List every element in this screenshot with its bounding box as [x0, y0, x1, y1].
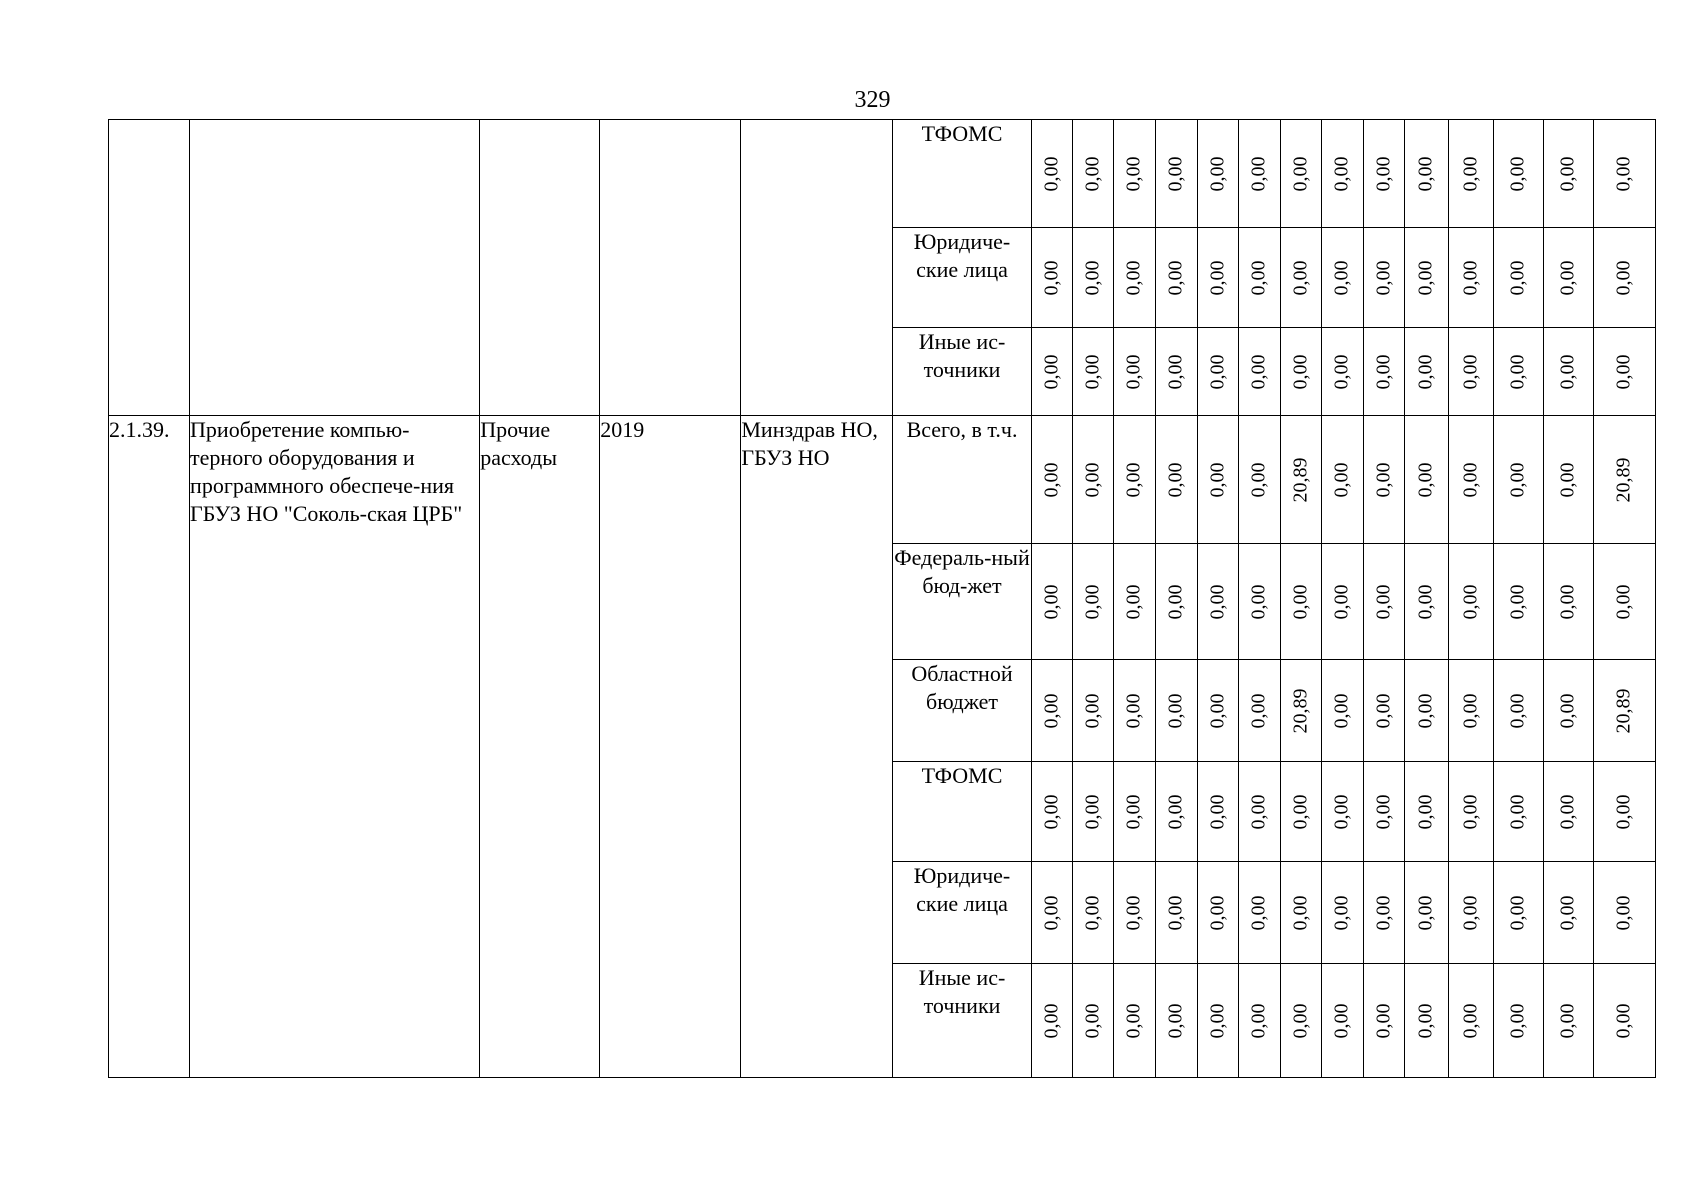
value-text: 0,00 — [1206, 260, 1229, 295]
value-cell — [1448, 416, 1493, 544]
value-cell — [1363, 416, 1404, 544]
value-text: 0,00 — [1330, 1003, 1353, 1038]
value-text: 0,00 — [1556, 1003, 1579, 1038]
value-cell — [1238, 964, 1280, 1078]
value-text: 0,00 — [1330, 794, 1353, 829]
value-cell — [1363, 660, 1404, 762]
value-text: 0,00 — [1289, 1003, 1312, 1038]
value-text: 0,00 — [1164, 354, 1187, 389]
value-cell — [1321, 228, 1363, 328]
value-text: 0,00 — [1206, 462, 1229, 497]
value-text: 0,00 — [1459, 462, 1482, 497]
value-cell — [1031, 544, 1072, 660]
value-cell — [1072, 862, 1113, 964]
value-cell — [1543, 964, 1593, 1078]
value-cell — [1543, 660, 1593, 762]
value-text: 0,00 — [1459, 584, 1482, 619]
value-text: 0,00 — [1414, 1003, 1437, 1038]
value-cell — [1155, 964, 1197, 1078]
value-text: 0,00 — [1081, 156, 1104, 191]
value-text: 0,00 — [1506, 794, 1529, 829]
value-cell — [1113, 762, 1155, 862]
value-cell — [1280, 328, 1321, 416]
value-text: 0,00 — [1040, 462, 1063, 497]
value-text: 0,00 — [1206, 584, 1229, 619]
value-cell — [1593, 416, 1655, 544]
value-text: 0,00 — [1040, 584, 1063, 619]
value-cell — [1155, 328, 1197, 416]
value-cell — [1363, 862, 1404, 964]
value-text: 0,00 — [1459, 693, 1482, 728]
value-text: 20,89 — [1612, 688, 1635, 733]
value-text: 0,00 — [1506, 462, 1529, 497]
value-text: 0,00 — [1330, 260, 1353, 295]
value-cell — [1493, 416, 1543, 544]
value-text: 0,00 — [1414, 794, 1437, 829]
value-cell — [1031, 660, 1072, 762]
item-number: 2.1.39. — [109, 416, 190, 1078]
value-cell — [1072, 416, 1113, 544]
value-cell — [1593, 328, 1655, 416]
value-text: 0,00 — [1506, 354, 1529, 389]
value-cell — [1404, 120, 1448, 228]
value-text: 0,00 — [1122, 1003, 1145, 1038]
expense-type-empty — [480, 120, 600, 416]
value-cell — [1113, 660, 1155, 762]
value-text: 0,00 — [1414, 260, 1437, 295]
value-text: 0,00 — [1247, 693, 1270, 728]
value-cell — [1238, 416, 1280, 544]
value-text: 0,00 — [1164, 794, 1187, 829]
value-text: 0,00 — [1164, 584, 1187, 619]
value-cell — [1493, 964, 1543, 1078]
value-cell — [1197, 762, 1238, 862]
value-cell — [1072, 544, 1113, 660]
value-text: 0,00 — [1372, 1003, 1395, 1038]
value-cell — [1113, 544, 1155, 660]
value-text: 0,00 — [1289, 260, 1312, 295]
value-cell — [1543, 228, 1593, 328]
value-text: 0,00 — [1506, 1003, 1529, 1038]
value-text: 0,00 — [1164, 1003, 1187, 1038]
value-text: 0,00 — [1247, 462, 1270, 497]
value-text: 0,00 — [1206, 1003, 1229, 1038]
value-cell — [1238, 862, 1280, 964]
value-text: 0,00 — [1506, 156, 1529, 191]
value-text: 0,00 — [1206, 895, 1229, 930]
value-cell — [1404, 328, 1448, 416]
value-cell — [1404, 862, 1448, 964]
value-cell — [1321, 964, 1363, 1078]
value-text: 0,00 — [1289, 156, 1312, 191]
value-text: 0,00 — [1372, 260, 1395, 295]
value-text: 0,00 — [1556, 260, 1579, 295]
value-cell — [1197, 964, 1238, 1078]
value-cell — [1280, 862, 1321, 964]
value-cell — [1493, 544, 1543, 660]
value-text: 0,00 — [1206, 354, 1229, 389]
value-cell — [1155, 228, 1197, 328]
value-cell — [1593, 544, 1655, 660]
value-text: 0,00 — [1612, 584, 1635, 619]
funding-source: Всего, в т.ч. — [893, 416, 1031, 544]
value-text: 20,89 — [1289, 457, 1312, 502]
item-year: 2019 — [600, 416, 741, 1078]
value-text: 20,89 — [1289, 688, 1312, 733]
value-cell — [1113, 964, 1155, 1078]
value-cell — [1238, 660, 1280, 762]
value-cell — [1197, 862, 1238, 964]
value-cell — [1072, 964, 1113, 1078]
value-text: 0,00 — [1330, 693, 1353, 728]
value-cell — [1493, 228, 1543, 328]
value-text: 0,00 — [1122, 156, 1145, 191]
value-text: 0,00 — [1122, 354, 1145, 389]
value-text: 0,00 — [1556, 462, 1579, 497]
funding-source: Юридиче-ские лица — [893, 862, 1031, 964]
value-text: 0,00 — [1459, 895, 1482, 930]
value-cell — [1404, 964, 1448, 1078]
value-text: 0,00 — [1612, 260, 1635, 295]
value-text: 0,00 — [1556, 895, 1579, 930]
value-text: 0,00 — [1506, 260, 1529, 295]
value-text: 0,00 — [1206, 693, 1229, 728]
funding-source: Иные ис-точники — [893, 328, 1031, 416]
value-cell — [1031, 762, 1072, 862]
value-cell — [1493, 120, 1543, 228]
funding-source: ТФОМС — [893, 762, 1031, 862]
value-text: 0,00 — [1164, 895, 1187, 930]
value-text: 0,00 — [1122, 693, 1145, 728]
value-text: 0,00 — [1459, 354, 1482, 389]
value-cell — [1280, 228, 1321, 328]
value-text: 0,00 — [1289, 794, 1312, 829]
value-cell — [1593, 660, 1655, 762]
funding-source: Федераль-ный бюд-жет — [893, 544, 1031, 660]
value-text: 0,00 — [1506, 584, 1529, 619]
value-text: 0,00 — [1372, 693, 1395, 728]
value-cell — [1363, 964, 1404, 1078]
value-text: 0,00 — [1081, 1003, 1104, 1038]
value-text: 0,00 — [1612, 794, 1635, 829]
value-cell — [1155, 660, 1197, 762]
value-text: 0,00 — [1556, 794, 1579, 829]
value-cell — [1238, 120, 1280, 228]
value-cell — [1543, 328, 1593, 416]
table-row — [109, 120, 1656, 228]
value-cell — [1543, 544, 1593, 660]
value-text: 0,00 — [1414, 584, 1437, 619]
value-text: 0,00 — [1122, 260, 1145, 295]
value-text: 0,00 — [1164, 156, 1187, 191]
executor: Минздрав НО, ГБУЗ НО — [741, 416, 893, 1078]
value-cell — [1155, 762, 1197, 862]
value-text: 0,00 — [1247, 794, 1270, 829]
item-number-empty — [109, 120, 190, 416]
value-cell — [1280, 660, 1321, 762]
value-cell — [1321, 660, 1363, 762]
item-name: Приобретение компью-терного оборудования и программного обеспече-ния ГБУЗ НО "Соколь-ская ЦРБ" — [190, 416, 480, 1078]
value-cell — [1363, 120, 1404, 228]
value-cell — [1493, 862, 1543, 964]
value-text: 0,00 — [1040, 693, 1063, 728]
value-cell — [1155, 120, 1197, 228]
value-text: 0,00 — [1247, 354, 1270, 389]
value-cell — [1404, 416, 1448, 544]
value-text: 0,00 — [1164, 260, 1187, 295]
value-cell — [1448, 964, 1493, 1078]
value-cell — [1543, 762, 1593, 862]
value-text: 0,00 — [1164, 693, 1187, 728]
value-text: 0,00 — [1081, 584, 1104, 619]
value-text: 0,00 — [1040, 156, 1063, 191]
value-cell — [1321, 762, 1363, 862]
value-text: 0,00 — [1122, 794, 1145, 829]
funding-source: Областной бюджет — [893, 660, 1031, 762]
value-cell — [1155, 416, 1197, 544]
value-text: 0,00 — [1247, 1003, 1270, 1038]
value-text: 0,00 — [1081, 895, 1104, 930]
value-cell — [1321, 120, 1363, 228]
value-text: 0,00 — [1506, 693, 1529, 728]
value-cell — [1031, 120, 1072, 228]
value-text: 0,00 — [1556, 354, 1579, 389]
value-text: 0,00 — [1506, 895, 1529, 930]
value-text: 0,00 — [1612, 1003, 1635, 1038]
value-text: 0,00 — [1330, 156, 1353, 191]
value-text: 0,00 — [1372, 895, 1395, 930]
value-text: 0,00 — [1459, 794, 1482, 829]
value-cell — [1197, 544, 1238, 660]
item-name-empty — [190, 120, 480, 416]
value-cell — [1031, 416, 1072, 544]
value-cell — [1031, 964, 1072, 1078]
value-cell — [1321, 328, 1363, 416]
value-cell — [1197, 416, 1238, 544]
value-cell — [1113, 328, 1155, 416]
value-cell — [1280, 416, 1321, 544]
value-text: 0,00 — [1612, 156, 1635, 191]
value-cell — [1448, 544, 1493, 660]
value-cell — [1113, 228, 1155, 328]
value-text: 0,00 — [1414, 462, 1437, 497]
value-cell — [1448, 228, 1493, 328]
value-text: 0,00 — [1612, 895, 1635, 930]
value-text: 0,00 — [1122, 584, 1145, 619]
value-text: 0,00 — [1040, 895, 1063, 930]
value-text: 0,00 — [1040, 260, 1063, 295]
value-text: 0,00 — [1081, 462, 1104, 497]
table-row — [109, 416, 1656, 544]
value-cell — [1072, 120, 1113, 228]
value-text: 0,00 — [1081, 354, 1104, 389]
value-text: 0,00 — [1556, 156, 1579, 191]
value-cell — [1448, 328, 1493, 416]
value-text: 0,00 — [1289, 354, 1312, 389]
value-cell — [1238, 328, 1280, 416]
value-cell — [1593, 862, 1655, 964]
value-cell — [1113, 862, 1155, 964]
value-cell — [1321, 862, 1363, 964]
value-text: 0,00 — [1459, 156, 1482, 191]
value-text: 0,00 — [1372, 462, 1395, 497]
value-cell — [1593, 964, 1655, 1078]
funding-source: ТФОМС — [893, 120, 1031, 228]
value-text: 0,00 — [1289, 895, 1312, 930]
value-cell — [1448, 762, 1493, 862]
value-cell — [1363, 228, 1404, 328]
value-text: 0,00 — [1372, 794, 1395, 829]
value-cell — [1404, 228, 1448, 328]
value-cell — [1543, 416, 1593, 544]
value-text: 20,89 — [1612, 457, 1635, 502]
value-text: 0,00 — [1330, 895, 1353, 930]
value-text: 0,00 — [1040, 1003, 1063, 1038]
value-text: 0,00 — [1372, 584, 1395, 619]
value-text: 0,00 — [1556, 584, 1579, 619]
year-empty — [600, 120, 741, 416]
value-cell — [1031, 228, 1072, 328]
value-cell — [1448, 862, 1493, 964]
page-number: 329 — [854, 87, 891, 113]
value-cell — [1493, 660, 1543, 762]
value-cell — [1363, 544, 1404, 660]
value-cell — [1448, 660, 1493, 762]
value-text: 0,00 — [1414, 354, 1437, 389]
value-cell — [1448, 120, 1493, 228]
value-cell — [1404, 660, 1448, 762]
value-cell — [1113, 416, 1155, 544]
value-text: 0,00 — [1081, 260, 1104, 295]
value-cell — [1197, 228, 1238, 328]
value-cell — [1493, 762, 1543, 862]
value-cell — [1238, 762, 1280, 862]
value-cell — [1238, 544, 1280, 660]
value-text: 0,00 — [1612, 354, 1635, 389]
value-text: 0,00 — [1122, 462, 1145, 497]
value-text: 0,00 — [1247, 895, 1270, 930]
value-cell — [1031, 328, 1072, 416]
value-text: 0,00 — [1122, 895, 1145, 930]
value-cell — [1593, 120, 1655, 228]
value-cell — [1280, 544, 1321, 660]
value-cell — [1072, 328, 1113, 416]
value-cell — [1543, 120, 1593, 228]
budget-table — [108, 119, 1656, 1078]
value-cell — [1321, 544, 1363, 660]
value-text: 0,00 — [1289, 584, 1312, 619]
value-cell — [1493, 328, 1543, 416]
value-text: 0,00 — [1459, 1003, 1482, 1038]
value-text: 0,00 — [1459, 260, 1482, 295]
value-cell — [1321, 416, 1363, 544]
value-cell — [1197, 660, 1238, 762]
value-cell — [1238, 228, 1280, 328]
value-cell — [1197, 328, 1238, 416]
value-text: 0,00 — [1206, 794, 1229, 829]
funding-source: Иные ис-точники — [893, 964, 1031, 1078]
value-text: 0,00 — [1206, 156, 1229, 191]
value-cell — [1113, 120, 1155, 228]
value-cell — [1072, 762, 1113, 862]
value-text: 0,00 — [1414, 156, 1437, 191]
value-cell — [1155, 544, 1197, 660]
executor-empty — [741, 120, 893, 416]
value-text: 0,00 — [1330, 462, 1353, 497]
value-cell — [1404, 762, 1448, 862]
value-cell — [1072, 228, 1113, 328]
value-text: 0,00 — [1414, 895, 1437, 930]
value-text: 0,00 — [1164, 462, 1187, 497]
value-text: 0,00 — [1414, 693, 1437, 728]
value-cell — [1280, 964, 1321, 1078]
value-cell — [1280, 120, 1321, 228]
expense-type: Прочие расходы — [480, 416, 600, 1078]
value-text: 0,00 — [1247, 260, 1270, 295]
value-text: 0,00 — [1081, 794, 1104, 829]
value-text: 0,00 — [1372, 156, 1395, 191]
value-cell — [1593, 228, 1655, 328]
value-cell — [1197, 120, 1238, 228]
value-cell — [1363, 328, 1404, 416]
value-cell — [1031, 862, 1072, 964]
value-cell — [1280, 762, 1321, 862]
value-text: 0,00 — [1330, 354, 1353, 389]
value-text: 0,00 — [1330, 584, 1353, 619]
value-text: 0,00 — [1372, 354, 1395, 389]
value-text: 0,00 — [1040, 794, 1063, 829]
value-text: 0,00 — [1247, 584, 1270, 619]
value-cell — [1404, 544, 1448, 660]
value-cell — [1363, 762, 1404, 862]
value-cell — [1072, 660, 1113, 762]
value-text: 0,00 — [1247, 156, 1270, 191]
funding-source: Юридиче-ские лица — [893, 228, 1031, 328]
value-cell — [1155, 862, 1197, 964]
value-cell — [1593, 762, 1655, 862]
value-text: 0,00 — [1556, 693, 1579, 728]
value-cell — [1543, 862, 1593, 964]
value-text: 0,00 — [1081, 693, 1104, 728]
value-text: 0,00 — [1040, 354, 1063, 389]
